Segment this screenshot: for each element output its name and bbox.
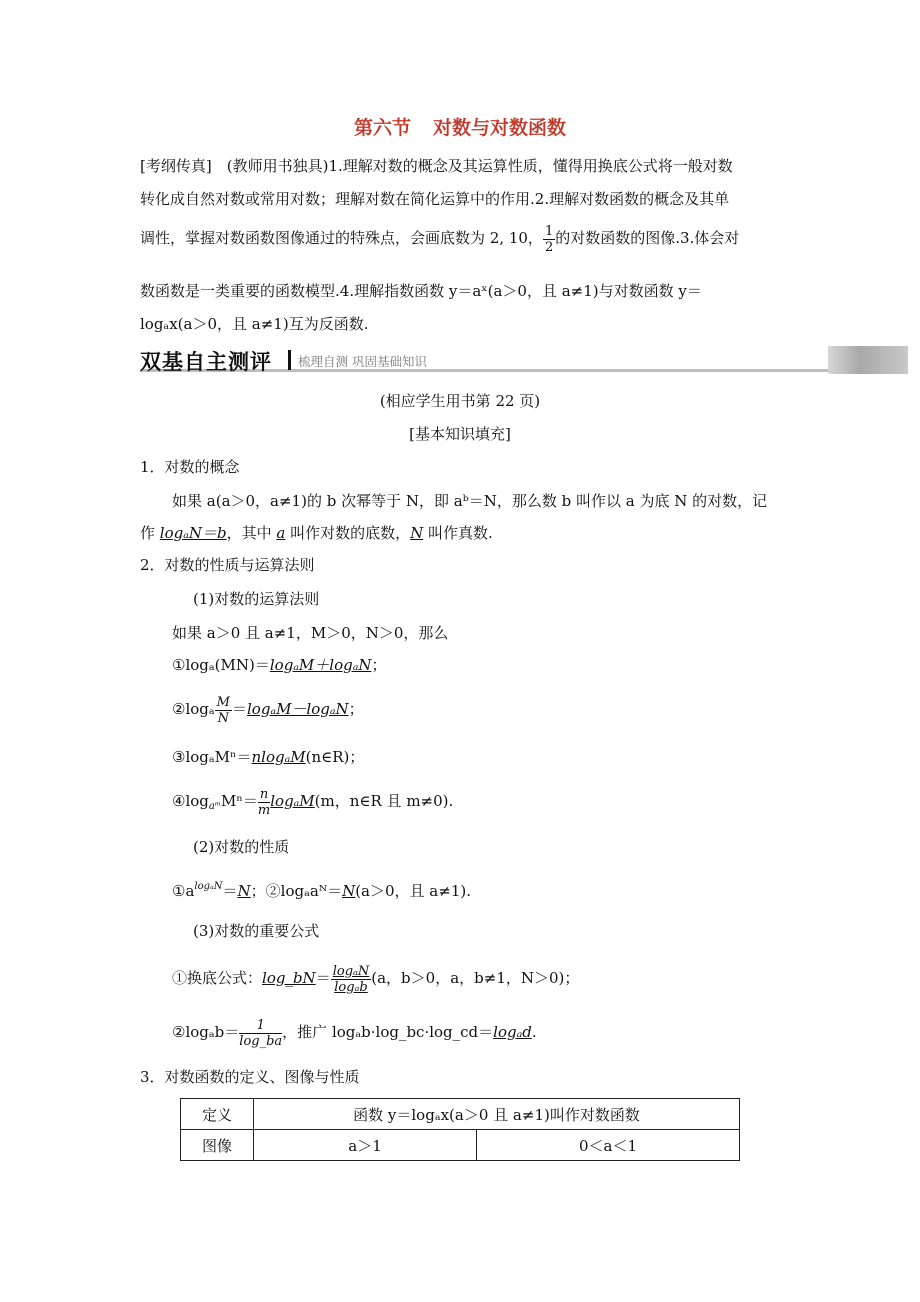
frac-num: n	[259, 786, 269, 802]
sec1-line-1: 如果 a(a＞0，a≠1)的 b 次幂等于 N，即 aᵇ＝N，那么数 b 叫作以 a 为底 N 的对数，记	[172, 492, 768, 510]
property-line	[172, 876, 471, 902]
sec2-sub3: (3)对数的重要公式	[193, 922, 320, 940]
sec2-condition: 如果 a＞0 且 a≠1，M＞0，N＞0，那么	[172, 624, 449, 642]
banner-separator	[288, 350, 291, 370]
banner-title: 双基自主测评	[140, 350, 272, 374]
t: .	[531, 1023, 537, 1041]
subheading: [基本知识填充]	[409, 425, 511, 443]
answer-blank: nlogₐM	[251, 748, 306, 766]
log-function-table	[180, 1098, 740, 1161]
table-cell: 定义	[181, 1099, 254, 1130]
table-row	[181, 1130, 740, 1161]
t: ③logₐMⁿ＝	[172, 748, 252, 766]
outline-line-1	[140, 155, 733, 177]
t: ①换底公式：	[172, 969, 263, 987]
answer-blank: logₐM－logₐN	[247, 700, 349, 718]
t: ；	[371, 656, 387, 674]
section-name: 对数与对数函数	[433, 117, 567, 139]
frac-num: 1	[239, 1018, 282, 1034]
outline-text-1: 1.理解对数的概念及其运算性质，懂得用换底公式将一般对数	[328, 157, 733, 175]
outline-text-3b: 的对数函数的图像.3.体会对	[555, 229, 740, 247]
t: ，其中	[226, 524, 277, 542]
banner-gradient	[828, 346, 908, 374]
table-row	[181, 1099, 740, 1130]
t: ②logₐb＝	[172, 1023, 240, 1041]
t: logₐN	[194, 881, 223, 892]
answer-blank: N	[410, 524, 424, 542]
answer-blank: logₐN＝b	[159, 524, 227, 542]
outline-text-3a: 调性，掌握对数函数图像通过的特殊点，会画底数为 2, 10，	[140, 229, 543, 247]
t: ＝	[222, 882, 238, 900]
answer-blank: N	[342, 882, 356, 900]
t: 叫作对数的底数，	[285, 524, 411, 542]
outline-line-3	[140, 223, 739, 255]
t: ，推广 logₐb·log_bc·log_cd＝	[282, 1023, 494, 1041]
sec1-line-2	[140, 522, 493, 544]
table-cell: 函数 y＝logₐx(a＞0 且 a≠1)叫作对数函数	[254, 1099, 740, 1130]
frac-den: N	[217, 710, 230, 726]
table-cell: 0＜a＜1	[477, 1130, 740, 1161]
t: Mⁿ＝	[221, 792, 258, 810]
t: 叫作真数.	[423, 524, 493, 542]
t: (n∈R)；	[305, 748, 365, 766]
t: ＝	[231, 700, 247, 718]
frac-num: 1	[544, 223, 554, 239]
formula-2	[172, 1012, 537, 1052]
t: ＝	[315, 969, 331, 987]
rule-3	[172, 746, 364, 768]
table-cell: 图像	[181, 1130, 254, 1161]
t: ④log	[172, 792, 209, 810]
frac-den: m	[257, 802, 271, 818]
sec2-heading: 2．对数的性质与运算法则	[140, 556, 315, 574]
answer-blank: N	[237, 882, 251, 900]
banner-subtitle: 梳理自测 巩固基础知识	[298, 354, 427, 369]
frac-den: logₐb	[334, 979, 368, 995]
page-reference: (相应学生用书第 22 页)	[379, 392, 541, 410]
t: ①logₐ(MN)＝	[172, 656, 270, 674]
formula-1	[172, 958, 579, 998]
outline-line-5: logₐx(a＞0，且 a≠1)互为反函数.	[140, 315, 369, 333]
outline-line-2: 转化成自然对数或常用对数；理解对数在简化运算中的作用.2.理解对数函数的概念及其单	[140, 190, 730, 208]
frac-num: logₐN	[332, 963, 370, 979]
t: ；	[348, 700, 364, 718]
t: ；②logₐaᴺ＝	[250, 882, 343, 900]
outline-note: (教师用书独具)	[226, 157, 329, 175]
sec1-heading: 1．对数的概念	[140, 458, 240, 476]
fraction-reciprocal	[239, 1018, 282, 1049]
answer-blank: logₐM＋logₐN	[269, 656, 372, 674]
frac-den: log_ba	[239, 1033, 283, 1049]
section-title	[0, 113, 920, 140]
t: (m，n∈R 且 m≠0).	[314, 792, 454, 810]
frac-num: M	[216, 694, 230, 710]
answer-blank: logₐd	[493, 1023, 532, 1041]
table-cell: a＞1	[254, 1130, 477, 1161]
rule-1	[172, 654, 386, 676]
t: ①a	[172, 882, 195, 900]
t: (a＞0，且 a≠1).	[355, 882, 471, 900]
t: aᵐ	[208, 801, 221, 812]
fraction-half	[543, 224, 555, 255]
t: (a，b＞0，a，b≠1，N＞0)；	[371, 969, 580, 987]
fraction-change-base	[331, 964, 372, 995]
answer-blank: log_bN	[262, 969, 316, 987]
rule-2	[172, 692, 364, 726]
section-banner	[140, 346, 908, 374]
frac-den: 2	[544, 239, 554, 255]
outline-line-4: 数函数是一类重要的函数模型.4.理解指数函数 y＝aˣ(a＞0，且 a≠1)与对数函数 y＝	[140, 282, 702, 300]
fraction-n-m	[258, 787, 270, 818]
sec3-heading: 3．对数函数的定义、图像与性质	[140, 1068, 360, 1086]
t: 作	[140, 524, 160, 542]
answer-blank: a	[276, 524, 286, 542]
sec2-sub1: (1)对数的运算法则	[193, 590, 320, 608]
rule-4	[172, 784, 453, 824]
section-number: 第六节	[353, 117, 411, 139]
answer-blank: logₐM	[270, 792, 315, 810]
outline-tag: [考纲传真]	[140, 157, 212, 175]
t: ②logₐ	[172, 700, 215, 718]
sec2-sub2: (2)对数的性质	[193, 838, 290, 856]
fraction-m-n	[215, 695, 232, 726]
